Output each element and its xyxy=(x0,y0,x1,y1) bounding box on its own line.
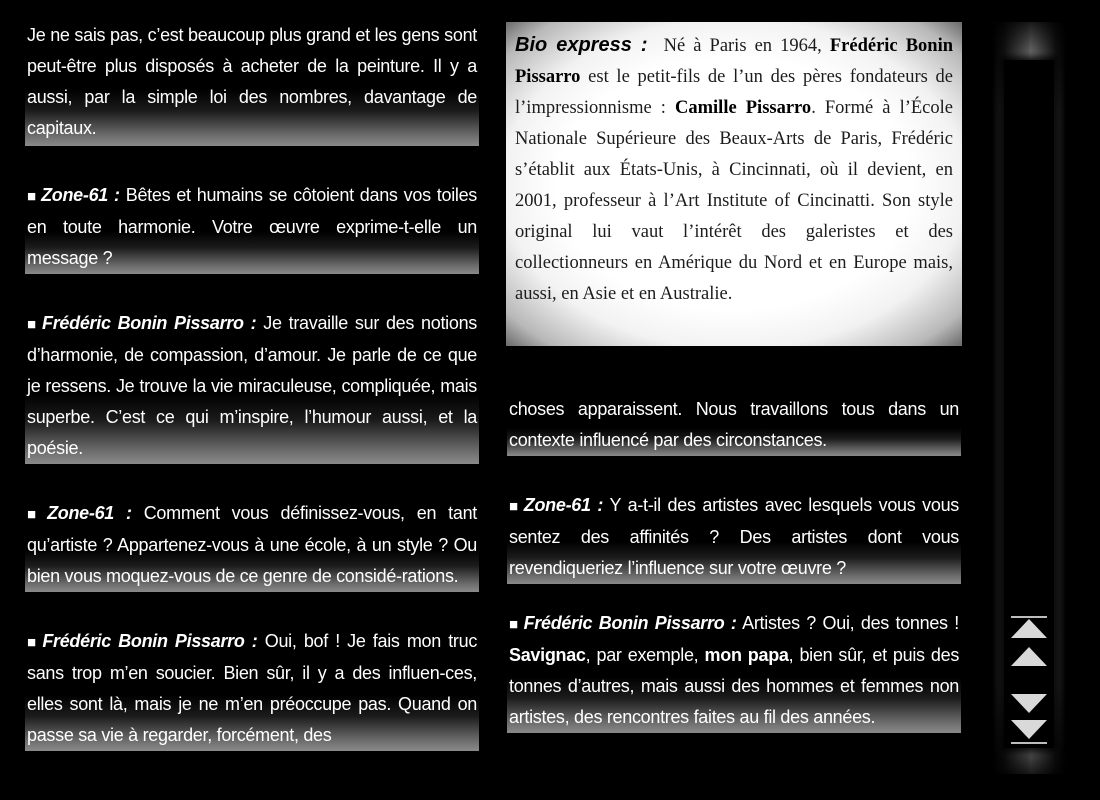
right-text-column xyxy=(507,394,961,733)
answer-block xyxy=(25,626,479,751)
scroll-up-button[interactable] xyxy=(1005,644,1053,670)
bio-name: Frédéric Bonin Pissarro xyxy=(515,36,954,87)
answer-text: Je travaille sur des notions d’harmonie, de compassion, d’amour. Je parle de ce que je ressens. Je trouve la vie miraculeuse, compliquée, mais superbe. C’est ce qui m’inspire, l’humour aussi, et la poésie. xyxy=(27,313,477,458)
speaker-label: Frédéric Bonin Pissarro : xyxy=(523,613,737,633)
speaker-label: Zone-61 : xyxy=(47,503,132,523)
left-text-column xyxy=(25,20,479,751)
speaker-label: Zone-61 : xyxy=(523,495,604,515)
bio-text: est le petit-fils de l’un des pères fondateurs de l’impressionnisme : xyxy=(515,67,953,118)
bullet-square-icon: ■ xyxy=(27,506,44,523)
scroll-bar[interactable] xyxy=(985,22,1073,774)
bio-text: . Formé à l’École Nationale Supérieure des Beaux-Arts de Paris, Frédéric s’établit aux États-Unis, à Cincinnati, où il devient, en 2001, professeur à l’Art Institute of Cincinatti. Son style original lui vaut l’intérêt des galeristes et des collectionneurs en Amérique du Nord et en Europe mais, aussi, en Asie et en Australie. xyxy=(515,98,953,304)
speaker-label: Zone-61 : xyxy=(41,185,120,205)
scroll-down-icon xyxy=(1007,690,1051,716)
scroll-top-icon xyxy=(1007,616,1051,642)
artist-name: Savignac xyxy=(509,645,586,665)
scroll-up-icon xyxy=(1007,644,1051,670)
bullet-square-icon: ■ xyxy=(509,616,520,633)
answer-text: , par exemple, xyxy=(585,645,699,665)
question-block xyxy=(25,180,479,274)
paragraph-continued xyxy=(25,20,479,146)
question-block xyxy=(507,490,961,584)
bullet-square-icon: ■ xyxy=(27,188,38,205)
bullet-square-icon: ■ xyxy=(27,634,39,651)
artist-name: mon papa xyxy=(704,645,789,665)
paragraph-text: Je ne sais pas, c’est beaucoup plus grand et les gens sont peut-être plus disposés à acheter de la peinture. Il y a aussi, par la simple loi des nombres, davantage de capitaux. xyxy=(27,25,477,138)
speaker-label: Frédéric Bonin Pissarro : xyxy=(42,313,257,333)
scroll-top-button[interactable] xyxy=(1005,616,1053,642)
bio-title: Bio express : xyxy=(515,34,648,56)
bio-text: Né à Paris en 1964, xyxy=(663,36,822,56)
answer-text: Oui, bof ! Je fais mon truc sans trop m’en soucier. Bien sûr, il y a des influen-ces, elles sont là, mais je ne m’en préoccupe pas. Quand on passe sa vie à regarder, forcément, des xyxy=(27,631,478,745)
scroll-bottom-icon xyxy=(1007,718,1051,744)
question-text: Comment vous définissez-vous, en tant qu’artiste ? Appartenez-vous à une école, à un style ? Ou bien vous moquez-vous de ce genre de considé-rations. xyxy=(27,503,478,586)
bullet-square-icon: ■ xyxy=(509,498,520,515)
answer-block xyxy=(25,308,479,464)
question-block xyxy=(25,498,479,592)
bullet-square-icon: ■ xyxy=(27,316,39,333)
bio-express-box xyxy=(506,22,962,346)
paragraph-text: choses apparaissent. Nous travaillons tous dans un contexte influencé par des circonstances. xyxy=(509,399,959,450)
answer-block xyxy=(507,608,961,733)
scroll-down-button[interactable] xyxy=(1005,690,1053,716)
answer-text: Artistes ? Oui, des tonnes ! xyxy=(742,613,959,633)
bio-name: Camille Pissarro xyxy=(675,98,812,118)
scroll-bottom-button[interactable] xyxy=(1005,718,1053,744)
paragraph-continued xyxy=(507,394,961,456)
answer-text: , bien sûr, et puis des tonnes d’autres, mais aussi des hommes et femmes non artistes, des rencontres faites au fil des années. xyxy=(509,645,960,727)
speaker-label: Frédéric Bonin Pissarro : xyxy=(42,631,258,651)
question-text: Bêtes et humains se côtoient dans vos toiles en toute harmonie. Votre œuvre exprime-t-elle un message ? xyxy=(27,185,478,268)
question-text: Y a-t-il des artistes avec lesquels vous vous sentez des affinités ? Des artistes dont vous revendiqueriez l’influence sur votre œuvre ? xyxy=(509,495,959,578)
